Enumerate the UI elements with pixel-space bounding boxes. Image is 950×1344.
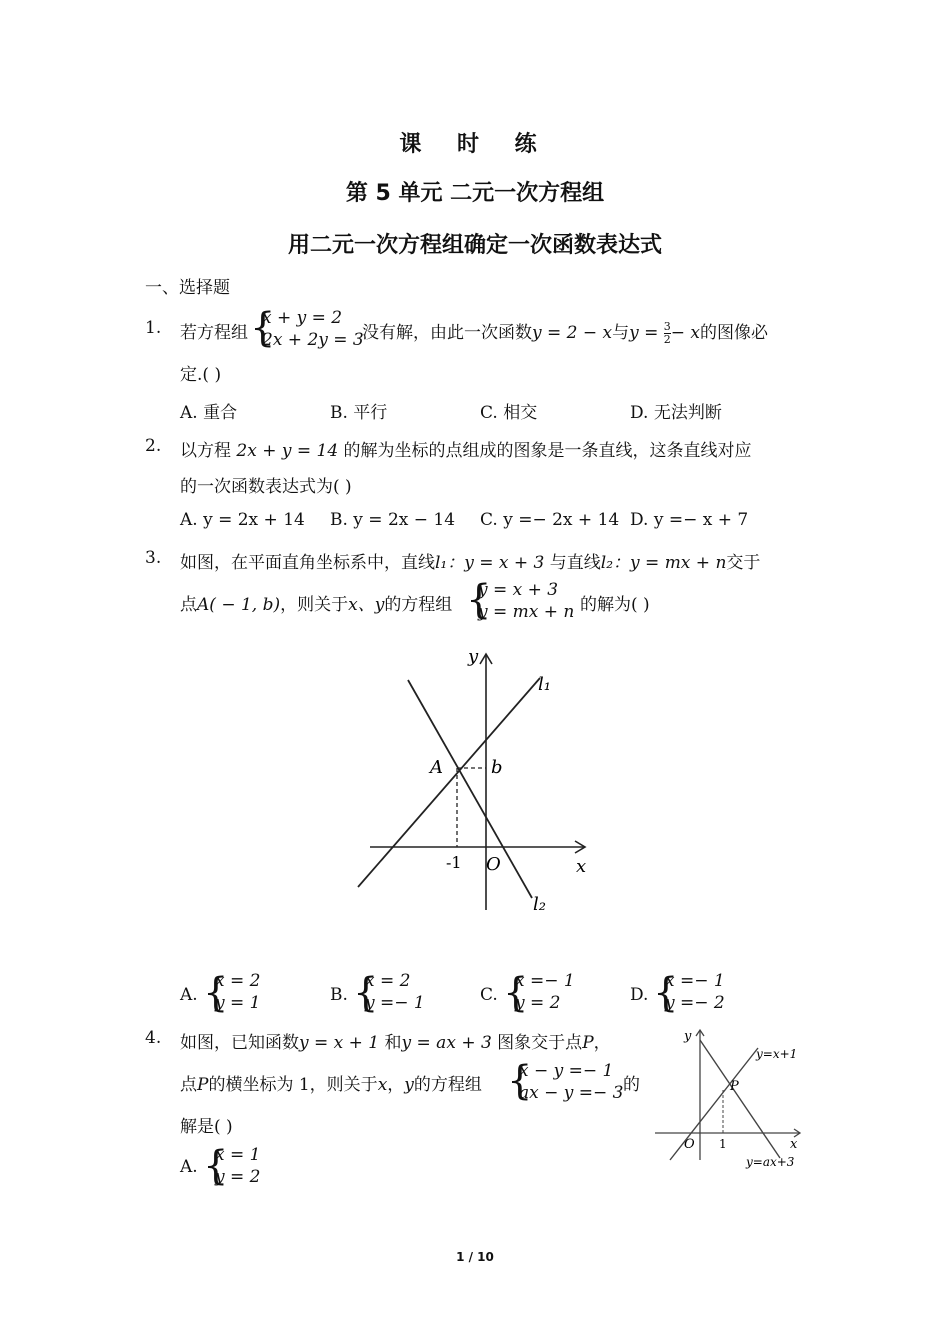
q3-label-a: A bbox=[430, 757, 443, 778]
q3-line-l1: l₁：y = x + 3 bbox=[435, 553, 545, 573]
q3-option-d-label[interactable]: D. bbox=[630, 985, 649, 1005]
q4-label-one: 1 bbox=[719, 1137, 727, 1151]
section-heading: 一、选择题 bbox=[145, 278, 230, 298]
q2-option-d[interactable]: D. y =− x + 7 bbox=[630, 510, 749, 530]
doc-title: 课 时 练 bbox=[399, 132, 551, 157]
lesson-title: 用二元一次方程组确定一次函数表达式 bbox=[287, 233, 662, 258]
q1-eq-1: x + y = 2 bbox=[262, 308, 343, 328]
q3-option-c-label[interactable]: C. bbox=[480, 985, 498, 1005]
q3-option-c[interactable]: x =− 1 y = 2 bbox=[515, 971, 575, 1013]
q1-brace: { bbox=[250, 305, 276, 351]
q2-text-line1: 以方程 2x + y = 14 的解为坐标的点组成的图象是一条直线，这条直线对应 bbox=[180, 441, 752, 461]
q3-graph bbox=[340, 640, 610, 920]
q3-option-d[interactable]: x =− 1 y =− 2 bbox=[665, 971, 725, 1013]
unit-title: 第 5 单元 二元一次方程组 bbox=[345, 181, 605, 206]
q3-text-line1: 如图，在平面直角坐标系中，直线l₁：y = x + 3 与直线l₂：y = mx + n交于 bbox=[180, 553, 761, 573]
q3-option-a-brace: { bbox=[203, 970, 229, 1016]
q1-function-1: y = 2 − x bbox=[532, 323, 613, 343]
q3-brace: { bbox=[466, 577, 492, 623]
q3-label-l2: l₂ bbox=[533, 894, 546, 915]
q2-equation: 2x + y = 14 bbox=[236, 441, 339, 461]
q4-system bbox=[519, 1060, 624, 1104]
q2-number: 2. bbox=[145, 436, 162, 456]
q3-label-x: x bbox=[576, 856, 587, 877]
q3-option-b-label[interactable]: B. bbox=[330, 985, 348, 1005]
q4-function-2: y = ax + 3 bbox=[401, 1033, 492, 1053]
q4-function-1: y = x + 1 bbox=[299, 1033, 380, 1053]
q4-eq-2: ax − y =− 3 bbox=[519, 1083, 624, 1103]
q1-number: 1. bbox=[145, 318, 162, 338]
q3-option-a-label[interactable]: A. bbox=[180, 985, 198, 1005]
q3-option-b-brace: { bbox=[353, 970, 379, 1016]
q3-option-d-brace: { bbox=[653, 970, 679, 1016]
q3-option-b[interactable]: x = 2 y =− 1 bbox=[365, 971, 425, 1013]
q3-number: 3. bbox=[145, 548, 162, 568]
q1-text-line2: 定.( ) bbox=[180, 365, 222, 385]
q1-option-c[interactable]: C. 相交 bbox=[480, 403, 538, 423]
q2-option-a[interactable]: A. y = 2x + 14 bbox=[180, 510, 305, 530]
q2-option-b[interactable]: B. y = 2x − 14 bbox=[330, 510, 456, 530]
page-number: 1 / 10 bbox=[456, 1250, 494, 1264]
q3-point-a: A( − 1, b) bbox=[197, 595, 281, 615]
q4-label-l1: y=x+1 bbox=[756, 1047, 798, 1061]
q4-label-origin: O bbox=[684, 1137, 695, 1152]
q3-system bbox=[478, 579, 574, 623]
q3-line-l2: l₂：y = mx + n bbox=[600, 553, 727, 573]
q3-option-c-brace: { bbox=[503, 970, 529, 1016]
q1-option-d[interactable]: D. 无法判断 bbox=[630, 403, 722, 423]
q1-system bbox=[262, 307, 364, 351]
q4-text-line2: 点P的横坐标为 1，则关于x，y的方程组 bbox=[180, 1075, 482, 1095]
q4-graph bbox=[650, 1020, 820, 1170]
q3-eq-2: y = mx + n bbox=[478, 602, 575, 622]
q3-label-y: y bbox=[468, 646, 479, 667]
q1-text-mid: 没有解，由此一次函数y = 2 − x与y = $\frac{3}{2}$ − x的图像必 bbox=[362, 320, 769, 346]
q3-option-a[interactable]: x = 2 y = 1 bbox=[215, 971, 261, 1013]
q1-option-a[interactable]: A. 重合 bbox=[180, 403, 238, 423]
q4-text-line1: 如图，已知函数y = x + 1 和y = ax + 3 图象交于点P， bbox=[180, 1033, 611, 1053]
q1-option-b[interactable]: B. 平行 bbox=[330, 403, 388, 423]
q4-brace: { bbox=[507, 1058, 533, 1104]
q3-line-l2-graph bbox=[408, 680, 532, 898]
q3-label-origin: O bbox=[486, 854, 501, 875]
q3-label-neg1: -1 bbox=[446, 853, 462, 872]
q4-label-l2: y=ax+3 bbox=[746, 1155, 795, 1169]
q4-number: 4. bbox=[145, 1028, 162, 1048]
q1-function-2: y = bbox=[629, 323, 664, 343]
q3-text-tail: 的解为( ) bbox=[580, 595, 650, 615]
q4-text-tail: 的 bbox=[623, 1075, 640, 1095]
q3-label-l1: l₁ bbox=[538, 674, 551, 695]
q4-eq-1: x − y =− 1 bbox=[519, 1061, 614, 1081]
q4-label-x: x bbox=[790, 1137, 798, 1152]
q4-label-y: y bbox=[684, 1029, 692, 1044]
q3-label-b: b bbox=[491, 757, 503, 778]
q2-text-line2: 的一次函数表达式为( ) bbox=[180, 477, 352, 497]
q2-option-c[interactable]: C. y =− 2x + 14 bbox=[480, 510, 620, 530]
q4-option-a[interactable]: x = 1 y = 2 bbox=[215, 1145, 261, 1187]
q1-eq-2: 2x + 2y = 3 bbox=[262, 330, 364, 350]
q4-option-a-label[interactable]: A. bbox=[180, 1157, 198, 1177]
q4-label-p: P bbox=[730, 1079, 739, 1094]
q1-text-pre: 若方程组 bbox=[180, 323, 248, 343]
q3-text-line2: 点A( − 1, b)，则关于x、y的方程组 bbox=[180, 595, 453, 615]
q3-eq-1: y = x + 3 bbox=[478, 580, 559, 600]
q4-option-a-brace: { bbox=[203, 1143, 229, 1189]
q4-text-line3: 解是( ) bbox=[180, 1117, 233, 1137]
q1-fraction: $\frac{3}{2}$ bbox=[663, 320, 671, 346]
